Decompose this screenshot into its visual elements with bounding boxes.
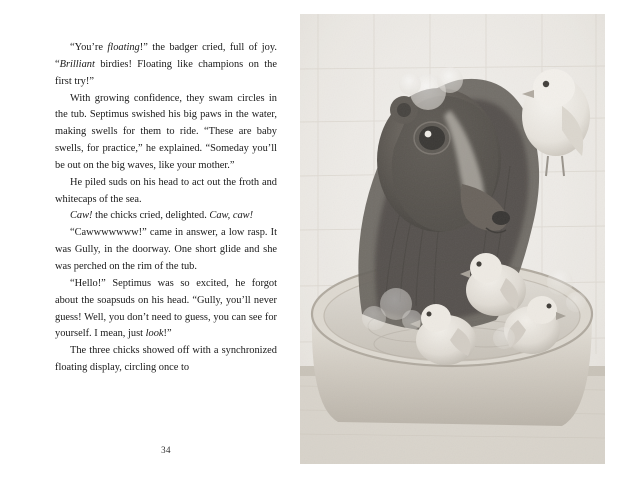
paragraph-5: “Cawwwwwww!” came in answer, a low rasp. It was Gully, in the doorway. One short glide and she was perched on the rim of the tub. — [55, 227, 277, 272]
italic-brilliant: Brilliant — [59, 58, 95, 70]
paragraph-3: He piled suds on his head to act out the froth and whitecaps of the sea. — [55, 176, 277, 205]
text-column — [0, 0, 300, 480]
paragraph-4: Caw! the chicks cried, delighted. Caw, caw! — [70, 210, 254, 222]
page-number: 34 — [161, 445, 171, 455]
paragraph-1: “You’re floating!” the badger cried, full of joy. “Brilliant birdies! Floating like champions on the first try!” — [55, 42, 277, 87]
illustration-frame — [300, 14, 605, 464]
italic-floating: floating — [107, 42, 140, 53]
paragraph-6: “Hello!” Septimus was so excited, he forgot about the soapsuds on his head. “Gully, you’ll never guess! Well, you don’t need to guess, you can see for yourself. I mean, just look!” — [55, 277, 277, 340]
illustration-column — [300, 0, 640, 480]
story-body — [55, 40, 277, 377]
paragraph-2: With growing confidence, they swam circles in the tub. Septimus swished his big paws in the water, making swells for them to ride. “These are baby swells, for practice,” he explained. “Someday you’ll be out on the big waves, like your mother.” — [55, 92, 277, 171]
paper-grain — [300, 14, 605, 464]
badger-chicks-illustration — [300, 14, 605, 464]
paragraph-7: The three chicks showed off with a synchronized floating display, circling once to — [55, 345, 277, 374]
italic-caw: Caw! — [70, 210, 93, 222]
italic-look: look — [145, 328, 164, 340]
italic-caw-caw: Caw, caw! — [209, 210, 254, 222]
